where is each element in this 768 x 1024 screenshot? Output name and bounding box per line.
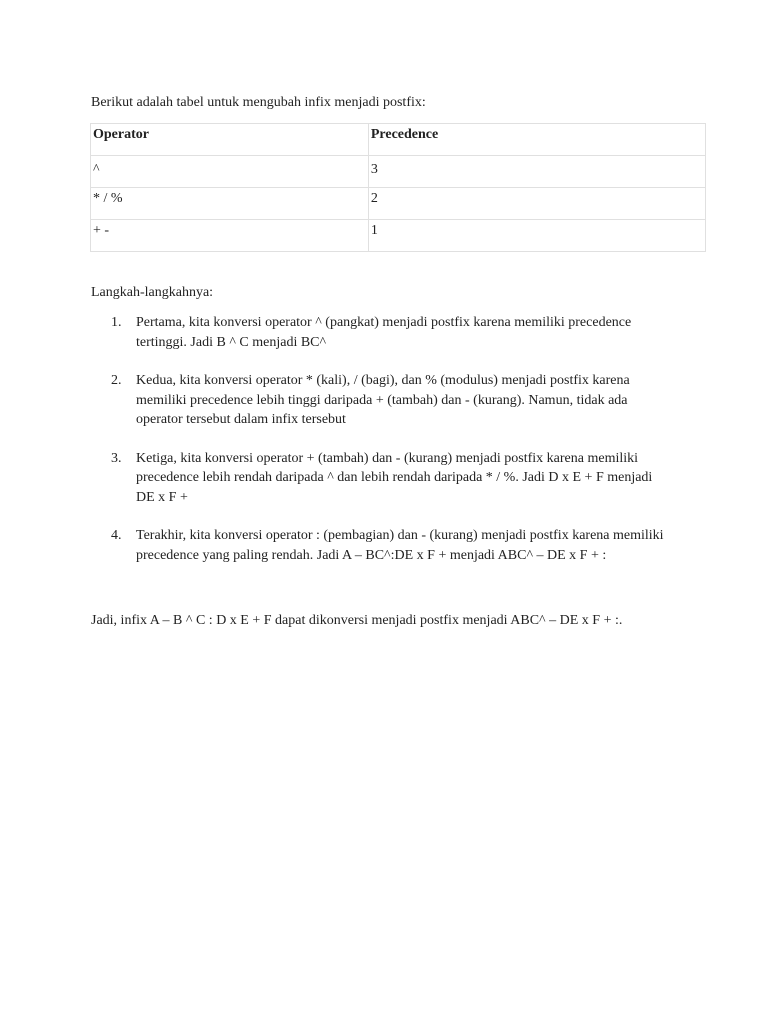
list-item (111, 449, 671, 508)
steps-list (111, 313, 671, 584)
list-item-text: Pertama, kita konversi operator ^ (pangkat) menjadi postfix karena memiliki precedence tertinggi. Jadi B ^ C menjadi BC^ (136, 315, 632, 350)
table-cell-operator: * / % (91, 188, 369, 220)
intro-paragraph: Berikut adalah tabel untuk mengubah infix menjadi postfix: (91, 95, 426, 110)
list-item-text: Kedua, kita konversi operator * (kali), / (bagi), dan % (modulus) menjadi postfix karena memiliki precedence lebih tinggi daripada + (tambah) dan - (kurang). Namun, tidak ada operator tersebut dalam infix tersebut (136, 373, 630, 427)
table-cell-operator: + - (91, 220, 369, 252)
header-precedence: Precedence (368, 124, 705, 156)
table-cell-precedence: 1 (368, 220, 705, 252)
list-item-text: Ketiga, kita konversi operator + (tambah) dan - (kurang) menjadi postfix karena memiliki precedence lebih rendah daripada ^ dan lebih rendah daripada * / %. Jadi D x E + F menjadi DE x F + (136, 450, 653, 505)
table-row (91, 188, 706, 220)
list-item (111, 313, 671, 352)
steps-heading: Langkah-langkahnya: (91, 285, 214, 300)
list-item-number: 4. (111, 528, 122, 543)
list-item (111, 371, 671, 430)
list-item-number: 3. (111, 450, 122, 466)
list-item (111, 526, 671, 565)
table-cell-precedence: 2 (368, 188, 705, 220)
list-item-number: 2. (111, 373, 122, 388)
table-row (91, 220, 706, 252)
list-item-number: 1. (111, 315, 122, 330)
table-row (91, 156, 706, 188)
list-item-text: Terakhir, kita konversi operator : (pembagian) dan - (kurang) menjadi postfix karena memiliki precedence yang paling rendah. Jadi A – BC^:DE x F + menjadi ABC^ – DE x F + : (136, 528, 664, 563)
header-operator: Operator (91, 124, 369, 156)
conclusion-paragraph: Jadi, infix A – B ^ C : D x E + F dapat dikonversi menjadi postfix menjadi ABC^ – DE x F + :. (91, 613, 623, 628)
table-cell-precedence: 3 (368, 156, 705, 188)
precedence-table (90, 123, 706, 252)
table-cell-operator: ^ (91, 156, 369, 188)
table-header-row (91, 124, 706, 156)
